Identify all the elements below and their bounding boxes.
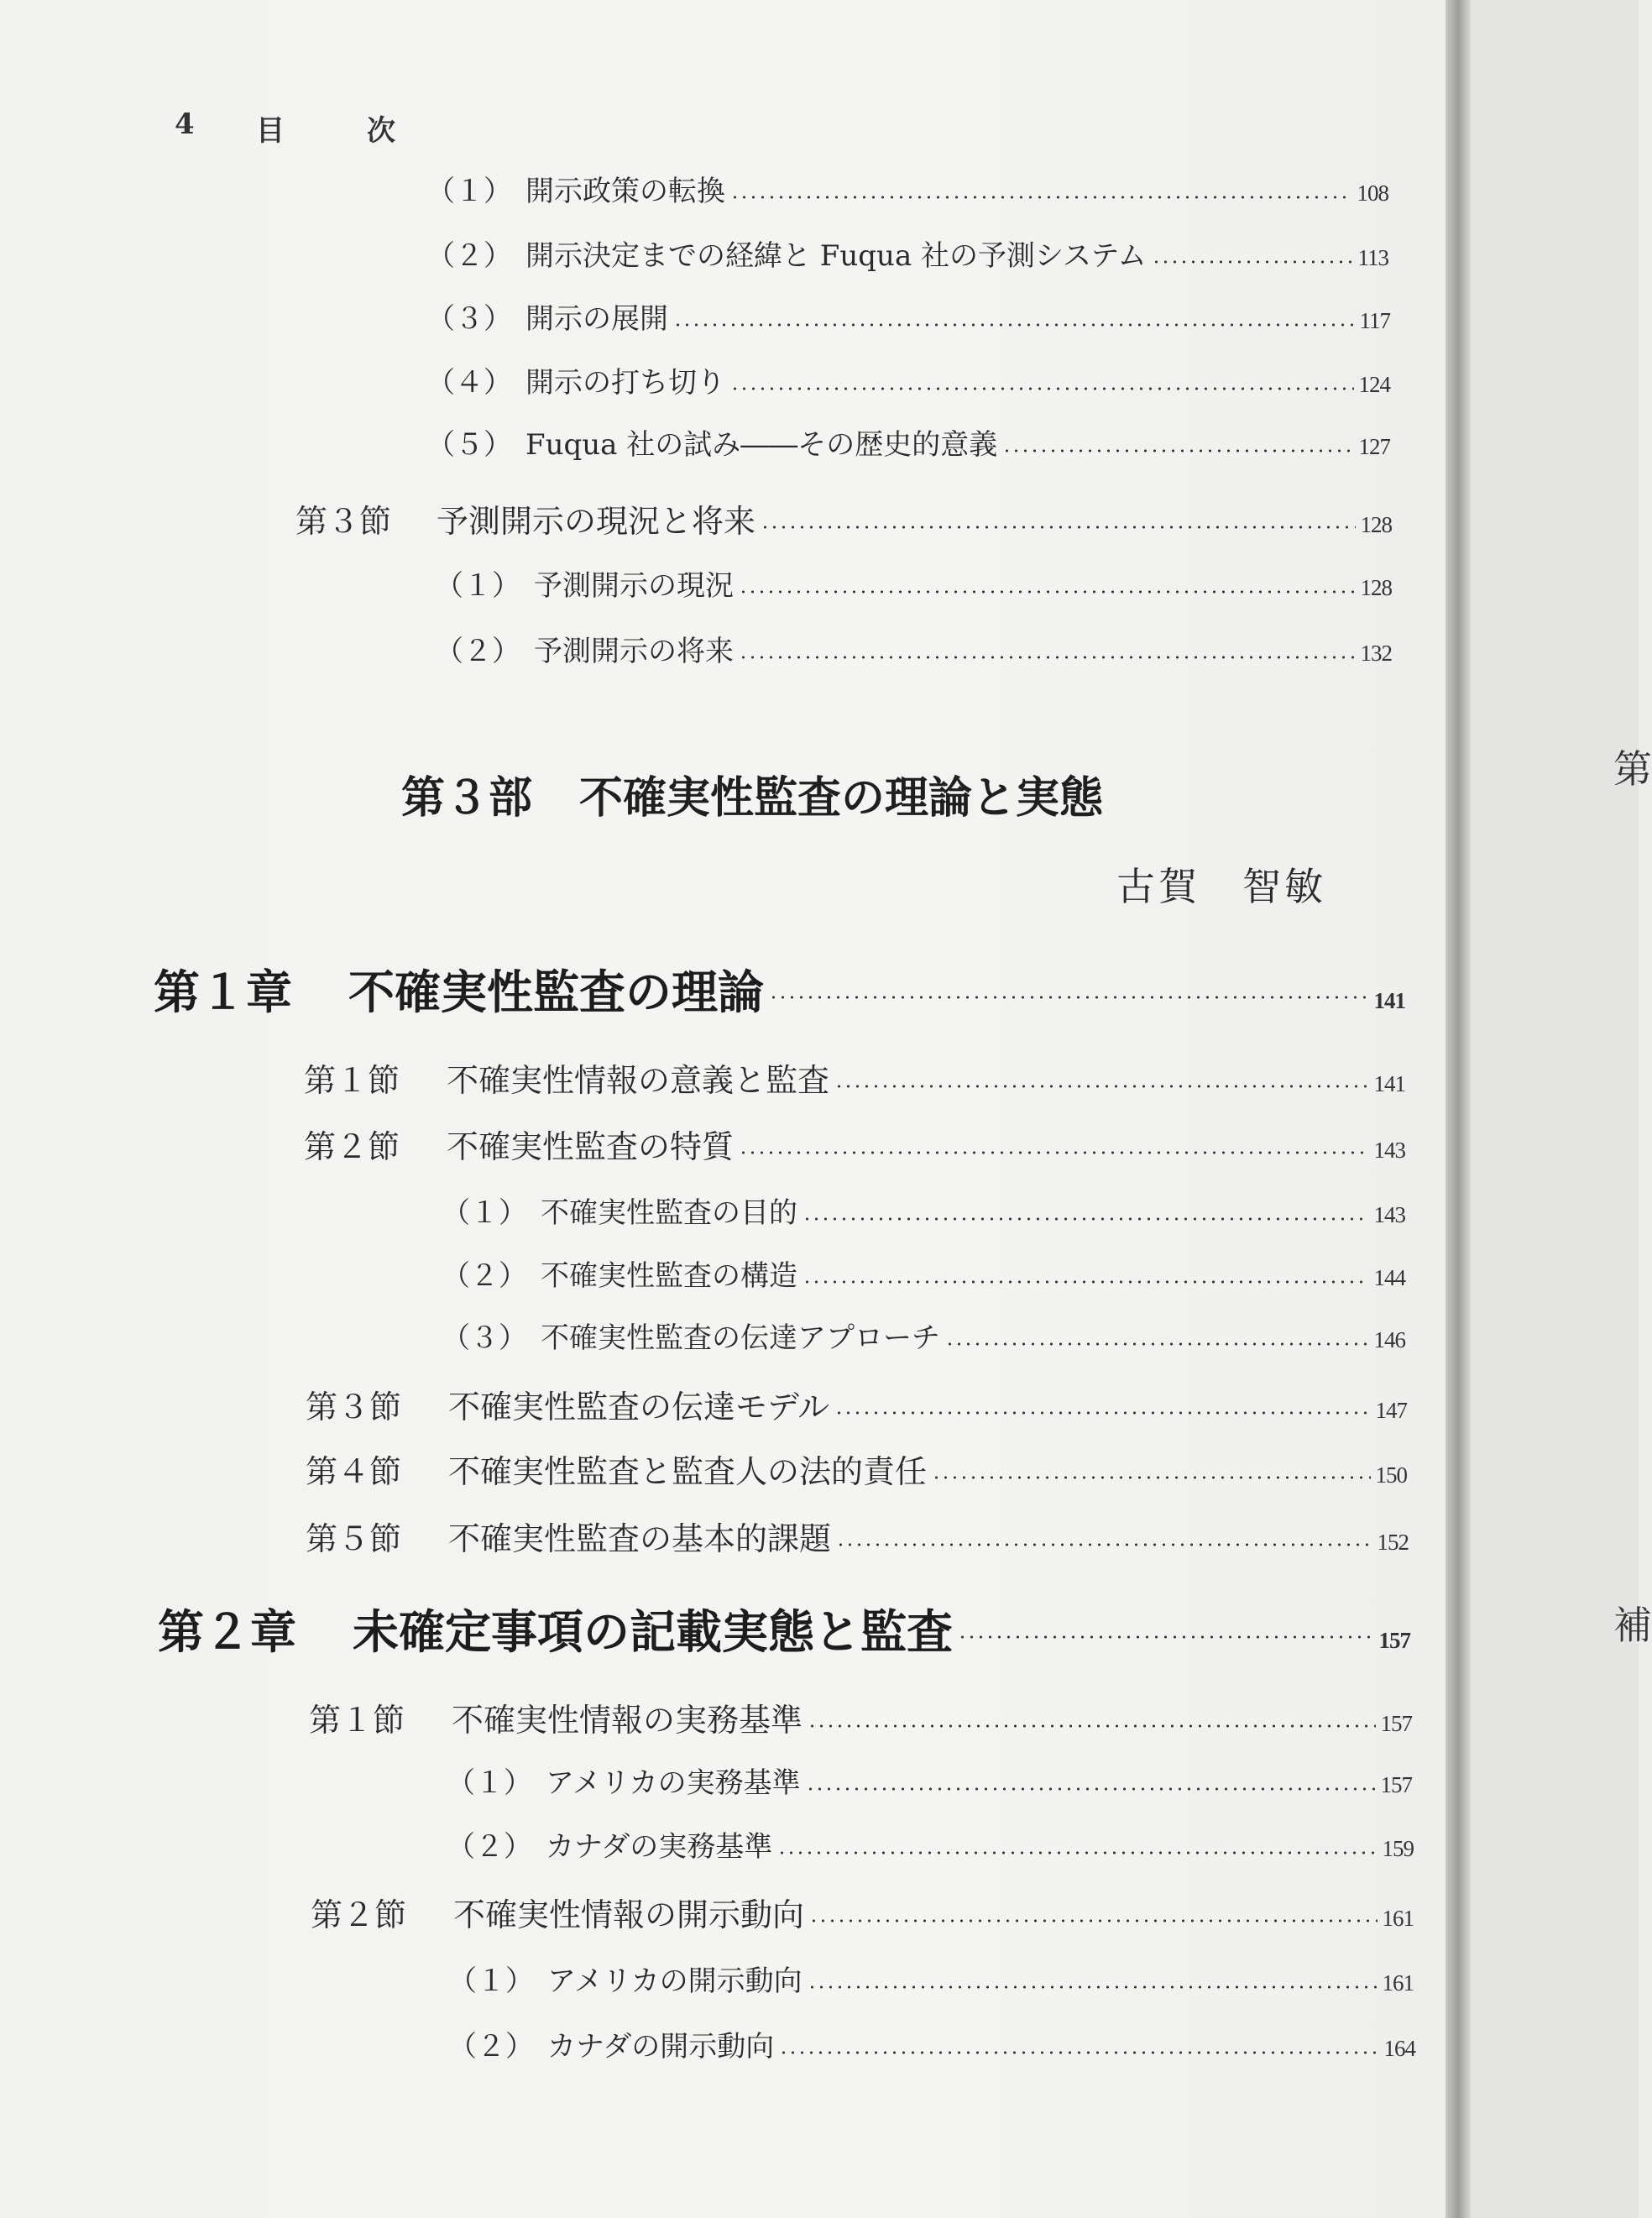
entry-label: 開示決定までの経緯と Fuqua 社の予測システム bbox=[525, 239, 1147, 273]
entry-number: （２） bbox=[426, 239, 512, 273]
toc-section bbox=[304, 1054, 1405, 1101]
leader-dots bbox=[932, 1476, 1370, 1479]
entry-number: （１） bbox=[442, 1196, 527, 1230]
entry-number: （２） bbox=[447, 1830, 532, 1864]
entry-number: （２） bbox=[435, 635, 520, 668]
toc-section bbox=[311, 1889, 1414, 1935]
leader-dots bbox=[808, 1985, 1378, 1989]
entry-number: 第４節 bbox=[306, 1453, 402, 1490]
part-title: 不確実性監査の理論と実態 bbox=[579, 773, 1104, 824]
toc-entry bbox=[426, 421, 1390, 463]
entry-page: 157 bbox=[1378, 1628, 1410, 1653]
leader-dots bbox=[739, 656, 1356, 659]
entry-number: 第２節 bbox=[311, 1896, 407, 1933]
toc-section bbox=[306, 1446, 1407, 1492]
entry-label: 開示の打ち切り bbox=[525, 366, 725, 400]
toc-entry bbox=[426, 296, 1390, 337]
entry-number: 第３節 bbox=[306, 1389, 402, 1425]
entry-page: 141 bbox=[1373, 1071, 1405, 1096]
entry-page: 152 bbox=[1377, 1530, 1409, 1555]
entry-page: 141 bbox=[1373, 988, 1405, 1013]
leader-dots bbox=[958, 1635, 1373, 1639]
entry-page: 132 bbox=[1360, 641, 1392, 666]
toc-section bbox=[295, 495, 1392, 541]
leader-dots bbox=[673, 323, 1355, 327]
entry-label: 不確実性情報の実務基準 bbox=[452, 1702, 803, 1739]
entry-label: カナダの開示動向 bbox=[547, 2030, 775, 2064]
leader-dots bbox=[802, 1280, 1369, 1284]
entry-label: 開示政策の転換 bbox=[525, 175, 725, 208]
entry-page: 146 bbox=[1373, 1327, 1405, 1352]
entry-page: 143 bbox=[1373, 1138, 1405, 1163]
entry-number: 第２節 bbox=[304, 1128, 400, 1165]
toc-entry bbox=[442, 1253, 1405, 1294]
toc-entry bbox=[442, 1190, 1405, 1231]
entry-page: 127 bbox=[1358, 434, 1390, 459]
entry-page: 164 bbox=[1383, 2036, 1415, 2061]
leader-dots bbox=[777, 1851, 1377, 1854]
leader-dots bbox=[806, 1787, 1376, 1791]
header-title-char-1: 目 bbox=[256, 114, 285, 148]
entry-number: （５） bbox=[426, 428, 512, 462]
entry-number: （１） bbox=[448, 1964, 534, 1998]
leader-dots bbox=[739, 590, 1356, 594]
toc-section bbox=[306, 1513, 1409, 1559]
entry-number: （１） bbox=[447, 1766, 532, 1800]
entry-page: 161 bbox=[1382, 1906, 1414, 1931]
entry-label: 予測開示の現況 bbox=[534, 569, 734, 603]
entry-label: Fuqua 社の試み――その歴史的意義 bbox=[525, 428, 998, 462]
entry-page: 117 bbox=[1359, 308, 1390, 333]
entry-page: 124 bbox=[1358, 372, 1390, 397]
entry-label: 予測開示の将来 bbox=[534, 635, 734, 668]
entry-number: （３） bbox=[426, 302, 512, 336]
entry-number: 第１節 bbox=[309, 1702, 405, 1739]
entry-page: 161 bbox=[1382, 1970, 1414, 1996]
entry-label: アメリカの開示動向 bbox=[547, 1964, 802, 1998]
entry-label: 不確実性監査の基本的課題 bbox=[448, 1520, 832, 1557]
entry-label: 不確実性監査の伝達モデル bbox=[448, 1389, 830, 1425]
entry-number: （４） bbox=[426, 366, 512, 400]
entry-page: 144 bbox=[1373, 1265, 1405, 1290]
adjacent-page-char: 補 bbox=[1613, 1603, 1652, 1648]
adjacent-page-edge bbox=[1471, 0, 1652, 2218]
entry-number: 第３節 bbox=[295, 503, 392, 540]
entry-number: 第１節 bbox=[304, 1062, 400, 1099]
leader-dots bbox=[809, 1919, 1377, 1922]
leader-dots bbox=[730, 387, 1354, 390]
entry-page: 128 bbox=[1360, 575, 1392, 600]
entry-page: 157 bbox=[1380, 1772, 1412, 1797]
toc-entry bbox=[448, 1958, 1414, 1999]
toc-section bbox=[304, 1121, 1405, 1167]
entry-page: 128 bbox=[1360, 512, 1392, 537]
header-title-char-2: 次 bbox=[367, 114, 395, 148]
entry-page: 108 bbox=[1357, 180, 1388, 206]
toc-entry bbox=[426, 233, 1388, 274]
entry-label: カナダの実務基準 bbox=[546, 1830, 773, 1864]
toc-entry bbox=[426, 168, 1388, 209]
toc-entry bbox=[447, 1823, 1414, 1865]
leader-dots bbox=[730, 196, 1352, 199]
entry-number: 第５節 bbox=[306, 1520, 402, 1557]
leader-dots bbox=[779, 2051, 1378, 2054]
leader-dots bbox=[1152, 260, 1353, 264]
entry-label: 未確定事項の記載実態と監査 bbox=[353, 1605, 954, 1659]
entry-page: 143 bbox=[1373, 1202, 1405, 1227]
entry-label: アメリカの実務基準 bbox=[546, 1766, 801, 1800]
leader-dots bbox=[836, 1543, 1372, 1546]
leader-dots bbox=[761, 526, 1355, 529]
entry-page: 150 bbox=[1375, 1462, 1407, 1488]
part-heading bbox=[401, 762, 1103, 825]
entry-label: 不確実性監査と監査人の法的責任 bbox=[448, 1453, 928, 1490]
entry-label: 不確実性監査の伝達アプローチ bbox=[541, 1321, 940, 1355]
entry-number: 第１章 bbox=[154, 965, 293, 1019]
toc-entry bbox=[448, 2023, 1415, 2064]
author-name: 古賀 智敏 bbox=[1116, 864, 1326, 909]
toc-entry bbox=[426, 359, 1390, 400]
entry-page: 159 bbox=[1382, 1836, 1414, 1861]
entry-label: 予測開示の現況と将来 bbox=[437, 503, 756, 540]
entry-number: （２） bbox=[448, 2030, 534, 2064]
toc-chapter bbox=[158, 1595, 1410, 1661]
leader-dots bbox=[834, 1085, 1368, 1088]
toc-chapter bbox=[154, 955, 1405, 1022]
entry-page: 157 bbox=[1380, 1711, 1412, 1736]
entry-number: （１） bbox=[435, 569, 520, 603]
entry-number: （３） bbox=[442, 1321, 527, 1355]
leader-dots bbox=[769, 996, 1368, 999]
adjacent-page-char: 第 bbox=[1613, 746, 1652, 792]
book-gutter bbox=[1446, 0, 1471, 2218]
toc-section bbox=[309, 1694, 1412, 1740]
toc-section bbox=[306, 1381, 1407, 1427]
entry-page: 147 bbox=[1375, 1398, 1407, 1423]
entry-label: 開示の展開 bbox=[525, 302, 668, 336]
entry-label: 不確実性監査の構造 bbox=[541, 1259, 797, 1293]
entry-number: （２） bbox=[442, 1259, 527, 1293]
entry-label: 不確実性監査の特質 bbox=[447, 1128, 735, 1165]
entry-number: （１） bbox=[426, 175, 512, 208]
leader-dots bbox=[739, 1151, 1368, 1154]
leader-dots bbox=[834, 1411, 1370, 1415]
leader-dots bbox=[1002, 449, 1353, 452]
leader-dots bbox=[802, 1217, 1369, 1221]
toc-entry bbox=[435, 562, 1392, 604]
toc-entry bbox=[442, 1315, 1405, 1356]
entry-number: 第２章 bbox=[158, 1605, 297, 1659]
entry-label: 不確実性監査の目的 bbox=[541, 1196, 797, 1230]
entry-label: 不確実性情報の意義と監査 bbox=[447, 1062, 830, 1099]
page-number: 4 bbox=[175, 107, 195, 141]
toc-entry bbox=[447, 1760, 1412, 1801]
part-number: 第３部 bbox=[401, 773, 533, 824]
leader-dots bbox=[808, 1724, 1375, 1728]
entry-page: 113 bbox=[1357, 245, 1388, 270]
entry-label: 不確実性監査の理論 bbox=[348, 965, 765, 1019]
entry-label: 不確実性情報の開示動向 bbox=[453, 1896, 805, 1933]
leader-dots bbox=[945, 1342, 1369, 1346]
toc-entry bbox=[435, 628, 1392, 669]
